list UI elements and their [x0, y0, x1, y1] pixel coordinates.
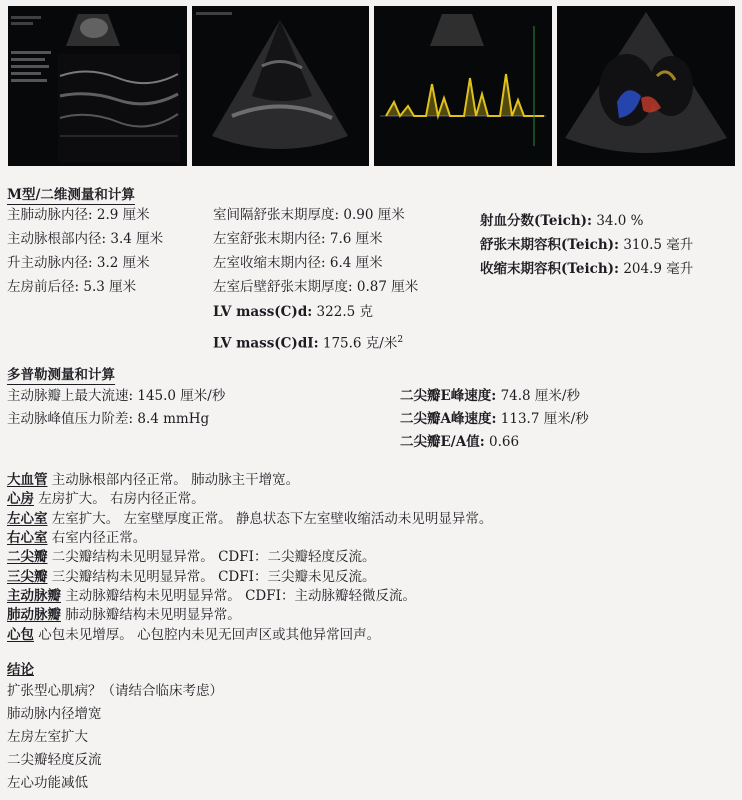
- finding-label: 右心室: [7, 530, 48, 546]
- measurement-value: 3.4 厘米: [110, 231, 164, 247]
- measurement-label: 主动脉根部内径:: [7, 231, 107, 247]
- conclusion-title: 结论: [7, 662, 34, 678]
- lv-mass-row: [213, 303, 373, 321]
- finding-label: 肺动脉瓣: [7, 607, 61, 623]
- measurement-row: [480, 236, 693, 254]
- finding-label: 心包: [7, 627, 34, 643]
- doppler-label: 二尖瓣E峰速度:: [400, 388, 497, 404]
- doppler-label: 二尖瓣E/A值:: [400, 434, 485, 450]
- measurement-row: [480, 260, 693, 278]
- conclusion-item: 左房左室扩大: [7, 729, 88, 745]
- ultrasound-image-color-flow: [557, 6, 735, 166]
- measurement-value: 310.5 毫升: [623, 237, 694, 253]
- lv-mass-index-value: 175.6 克/米: [322, 335, 398, 352]
- finding-row: [7, 529, 146, 547]
- finding-row: [7, 548, 375, 566]
- conclusion-item: 左心功能减低: [7, 775, 88, 791]
- doppler-row: [7, 387, 225, 405]
- measurement-row: [213, 254, 383, 272]
- doppler-value: 0.66: [488, 434, 520, 450]
- measurement-label: 收缩末期容积(Teich):: [480, 261, 620, 277]
- lv-mass-value: 322.5 克: [316, 304, 373, 320]
- finding-label: 主动脉瓣: [7, 588, 61, 604]
- conclusion-item: 肺动脉内径增宽: [7, 706, 102, 722]
- lv-mass-index-label: LV mass(C)dI:: [213, 335, 319, 352]
- finding-row: [7, 510, 492, 528]
- measurement-value: 5.3 厘米: [83, 279, 137, 295]
- finding-label: 心房: [7, 491, 34, 507]
- doppler-row: [400, 387, 580, 405]
- ultrasound-image-m-mode: [8, 6, 187, 166]
- finding-row: [7, 626, 380, 644]
- conclusion-item: 扩张型心肌病？（请结合临床考虑）: [7, 683, 223, 699]
- doppler-label: 主动脉瓣上最大流速:: [7, 388, 134, 404]
- measurement-value: 3.2 厘米: [96, 255, 150, 271]
- finding-text: 二尖瓣结构未见明显异常。 CDFI：二尖瓣轻度反流。: [51, 549, 376, 565]
- measurement-value: 6.4 厘米: [329, 255, 383, 271]
- finding-row: [7, 471, 299, 489]
- conclusion-item: 二尖瓣轻度反流: [7, 752, 102, 768]
- doppler-row: [7, 410, 209, 428]
- doppler-label: 二尖瓣A峰速度:: [400, 411, 497, 427]
- measurement-row: [213, 230, 383, 248]
- finding-text: 三尖瓣结构未见明显异常。 CDFI：三尖瓣未见反流。: [51, 569, 376, 585]
- finding-row: [7, 568, 375, 586]
- measurement-label: 左室舒张末期内径:: [213, 231, 326, 247]
- doppler-value: 145.0 厘米/秒: [137, 388, 226, 404]
- doppler-value: 74.8 厘米/秒: [500, 388, 580, 404]
- measurement-value: 204.9 毫升: [623, 261, 694, 277]
- doppler-value: 113.7 厘米/秒: [500, 411, 589, 427]
- finding-label: 左心室: [7, 511, 48, 527]
- measurement-row: [213, 278, 418, 296]
- finding-text: 主动脉瓣结构未见明显异常。 CDFI：主动脉瓣轻微反流。: [65, 588, 416, 604]
- measurement-row: [7, 206, 150, 224]
- ultrasound-image-doppler: [374, 6, 552, 166]
- measurement-value: 34.0 %: [596, 213, 644, 229]
- finding-text: 肺动脉瓣结构未见明显异常。: [65, 607, 241, 623]
- lv-mass-index-row: [213, 331, 403, 353]
- finding-label: 大血管: [7, 472, 48, 488]
- finding-row: [7, 587, 416, 605]
- measurement-row: [7, 254, 150, 272]
- finding-row: [7, 490, 205, 508]
- doppler-row: [400, 433, 519, 451]
- measurement-value: 0.87 厘米: [356, 279, 419, 295]
- measurement-row: [213, 206, 405, 224]
- measurement-label: 舒张末期容积(Teich):: [480, 237, 620, 253]
- doppler-row: [400, 410, 589, 428]
- finding-text: 主动脉根部内径正常。 肺动脉主干增宽。: [51, 472, 300, 488]
- ultrasound-image-parasternal: [192, 6, 369, 166]
- measurement-label: 左室后壁舒张末期厚度:: [213, 279, 353, 295]
- finding-text: 左室扩大。 左室壁厚度正常。 静息状态下左室壁收缩活动未见明显异常。: [51, 511, 493, 527]
- finding-text: 左房扩大。 右房内径正常。: [38, 491, 205, 507]
- measurement-label: 射血分数(Teich):: [480, 213, 593, 229]
- measurement-value: 0.90 厘米: [343, 207, 405, 223]
- finding-text: 心包未见增厚。 心包腔内未见无回声区或其他异常回声。: [38, 627, 381, 643]
- doppler-value: 8.4 mmHg: [137, 411, 210, 427]
- measurement-label: 左室收缩末期内径:: [213, 255, 326, 271]
- measurement-label: 室间隔舒张末期厚度:: [213, 207, 340, 223]
- finding-row: [7, 606, 241, 624]
- finding-text: 右室内径正常。: [51, 530, 147, 546]
- section-title-doppler: 多普勒测量和计算: [7, 367, 115, 383]
- section-title-m-mode: M型/二维测量和计算: [7, 187, 135, 203]
- measurement-value: 2.9 厘米: [96, 207, 150, 223]
- measurement-label: 左房前后径:: [7, 279, 80, 295]
- doppler-label: 主动脉峰值压力阶差:: [7, 411, 134, 427]
- measurement-value: 7.6 厘米: [329, 231, 383, 247]
- measurement-label: 升主动脉内径:: [7, 255, 93, 271]
- measurement-row: [7, 278, 136, 296]
- measurement-row: [480, 212, 644, 230]
- finding-label: 二尖瓣: [7, 549, 48, 565]
- lv-mass-label: LV mass(C)d:: [213, 304, 313, 320]
- lv-mass-index-sup: 2: [397, 335, 404, 345]
- finding-label: 三尖瓣: [7, 569, 48, 585]
- measurement-label: 主肺动脉内径:: [7, 207, 93, 223]
- measurement-row: [7, 230, 163, 248]
